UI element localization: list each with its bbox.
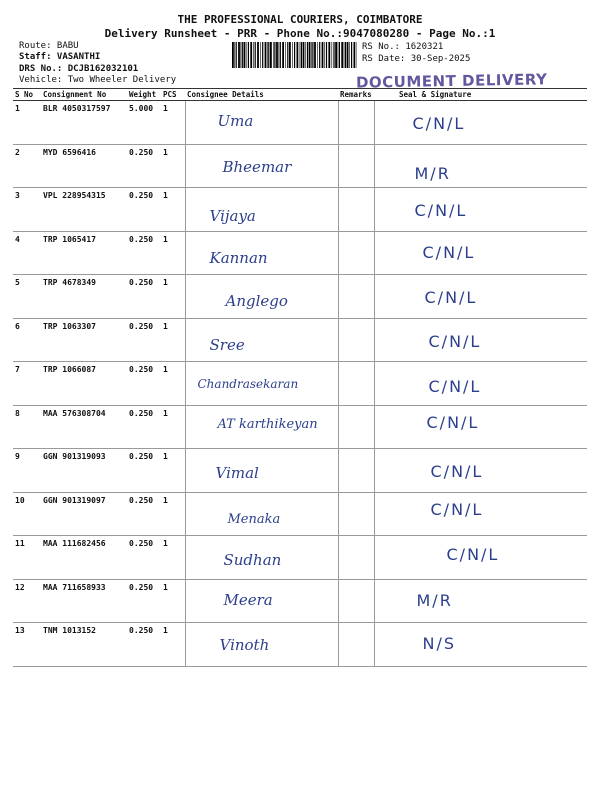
row-remarks [338, 362, 374, 406]
row-consignee-cell [185, 101, 338, 145]
row-remarks [338, 275, 374, 319]
row-sno: 13 [13, 623, 41, 667]
handwritten-name: Menaka [227, 511, 281, 527]
row-seal-cell [374, 623, 587, 667]
row-sno: 12 [13, 579, 41, 623]
table-row [13, 275, 587, 319]
staff-label: Staff: VASANTHI [19, 52, 101, 62]
row-consignment: TRP 1063307 [41, 318, 127, 362]
handwritten-signature: C/N/L [426, 412, 480, 432]
row-seal-cell [374, 536, 587, 580]
row-pcs: 1 [161, 492, 185, 536]
row-consignment: MAA 711658933 [41, 579, 127, 623]
row-pcs: 1 [161, 623, 185, 667]
row-remarks [338, 536, 374, 580]
row-consignment: TNM 1013152 [41, 623, 127, 667]
handwritten-name: Vinoth [219, 636, 270, 654]
route-label: Route: BABU [19, 41, 79, 51]
runsheet-table [13, 88, 587, 667]
drs-label: DRS No.: DCJB162032101 [19, 64, 139, 74]
row-consignee-cell [185, 536, 338, 580]
table-row [13, 449, 587, 493]
table-row [13, 144, 587, 188]
row-weight: 0.250 [127, 188, 161, 232]
row-consignee-cell [185, 405, 338, 449]
row-consignee-cell [185, 362, 338, 406]
row-consignee-cell [185, 579, 338, 623]
handwritten-signature: N/S [422, 634, 457, 653]
table-row [13, 231, 587, 275]
row-consignment: MAA 576308704 [41, 405, 127, 449]
runsheet-title: Delivery Runsheet - PRR - Phone No.:9047080280 - Page No.:1 [104, 27, 496, 40]
document-delivery-stamp: DOCUMENT DELIVERY [355, 70, 548, 92]
handwritten-signature: C/N/L [446, 545, 500, 564]
table-row [13, 579, 587, 623]
table-row [13, 536, 587, 580]
row-sno: 1 [13, 101, 41, 145]
col-pcs: PCS [161, 89, 185, 101]
col-consignee: Consignee Details [185, 89, 338, 101]
row-sno: 7 [13, 362, 41, 406]
row-pcs: 1 [161, 449, 185, 493]
row-weight: 0.250 [127, 231, 161, 275]
handwritten-name: Vimal [215, 464, 259, 482]
row-consignment: TRP 1065417 [41, 231, 127, 275]
handwritten-name: Chandrasekaran [197, 377, 299, 391]
row-weight: 0.250 [127, 318, 161, 362]
row-pcs: 1 [161, 362, 185, 406]
row-consignee-cell [185, 318, 338, 362]
row-seal-cell [374, 492, 587, 536]
col-consignment: Consignment No [41, 89, 127, 101]
handwritten-signature: C/N/L [414, 201, 468, 220]
row-weight: 0.250 [127, 362, 161, 406]
row-consignee-cell [185, 623, 338, 667]
col-remarks: Remarks [338, 89, 374, 101]
row-remarks [338, 188, 374, 232]
handwritten-signature: M/R [416, 590, 453, 610]
row-pcs: 1 [161, 101, 185, 145]
row-seal-cell [374, 275, 587, 319]
row-seal-cell [374, 318, 587, 362]
row-pcs: 1 [161, 188, 185, 232]
row-weight: 0.250 [127, 275, 161, 319]
handwritten-name: Vijaya [209, 207, 256, 225]
row-consignee-cell [185, 449, 338, 493]
col-weight: Weight [127, 89, 161, 101]
row-seal-cell [374, 188, 587, 232]
row-sno: 2 [13, 144, 41, 188]
row-consignee-cell [185, 188, 338, 232]
row-sno: 6 [13, 318, 41, 362]
row-sno: 10 [13, 492, 41, 536]
row-pcs: 1 [161, 275, 185, 319]
table-row [13, 318, 587, 362]
row-remarks [338, 449, 374, 493]
row-pcs: 1 [161, 536, 185, 580]
handwritten-name: Bheemar [222, 157, 292, 176]
row-seal-cell [374, 579, 587, 623]
handwritten-name: Uma [217, 112, 254, 130]
row-consignee-cell [185, 492, 338, 536]
handwritten-name: Sree [209, 335, 245, 354]
rs-date: RS Date: 30-Sep-2025 [362, 54, 471, 64]
table-row [13, 362, 587, 406]
handwritten-signature: C/N/L [430, 499, 484, 519]
handwritten-signature: C/N/L [428, 331, 482, 351]
row-pcs: 1 [161, 405, 185, 449]
row-seal-cell [374, 449, 587, 493]
row-consignment: VPL 228954315 [41, 188, 127, 232]
row-remarks [338, 231, 374, 275]
handwritten-name: AT karthikeyan [217, 416, 318, 432]
row-remarks [338, 623, 374, 667]
handwritten-signature: C/N/L [428, 377, 482, 396]
table-header-row [13, 89, 587, 101]
handwritten-name: Anglego [225, 292, 288, 310]
col-seal-signature: Seal & Signature [374, 89, 587, 101]
row-consignment: MYD 6596416 [41, 144, 127, 188]
table-row [13, 405, 587, 449]
row-seal-cell [374, 231, 587, 275]
row-seal-cell [374, 362, 587, 406]
rs-number: RS No.: 1620321 [362, 42, 444, 52]
row-pcs: 1 [161, 318, 185, 362]
row-consignment: MAA 111682456 [41, 536, 127, 580]
row-sno: 5 [13, 275, 41, 319]
table-row [13, 101, 587, 145]
row-consignment: TRP 1066087 [41, 362, 127, 406]
col-sno: S No [13, 89, 41, 101]
row-pcs: 1 [161, 144, 185, 188]
row-consignment: GGN 901319093 [41, 449, 127, 493]
row-consignee-cell [185, 275, 338, 319]
handwritten-signature: C/N/L [430, 462, 484, 481]
row-weight: 0.250 [127, 144, 161, 188]
row-weight: 0.250 [127, 492, 161, 536]
handwritten-signature: M/R [414, 163, 451, 183]
row-consignment: BLR 4050317597 [41, 101, 127, 145]
row-weight: 5.000 [127, 101, 161, 145]
row-remarks [338, 405, 374, 449]
row-remarks [338, 579, 374, 623]
row-consignment: TRP 4678349 [41, 275, 127, 319]
row-remarks [338, 144, 374, 188]
row-consignee-cell [185, 231, 338, 275]
handwritten-name: Kannan [209, 248, 268, 267]
row-weight: 0.250 [127, 623, 161, 667]
handwritten-signature: C/N/L [422, 242, 476, 262]
row-sno: 3 [13, 188, 41, 232]
row-remarks [338, 101, 374, 145]
row-weight: 0.250 [127, 405, 161, 449]
row-pcs: 1 [161, 579, 185, 623]
handwritten-signature: C/N/L [412, 114, 466, 133]
table-row [13, 492, 587, 536]
row-remarks [338, 318, 374, 362]
row-consignee-cell [185, 144, 338, 188]
row-sno: 11 [13, 536, 41, 580]
row-seal-cell [374, 144, 587, 188]
table-row [13, 623, 587, 667]
handwritten-name: Sudhan [223, 551, 282, 569]
row-weight: 0.250 [127, 579, 161, 623]
barcode [232, 42, 357, 68]
row-remarks [338, 492, 374, 536]
handwritten-name: Meera [223, 590, 273, 609]
row-consignment: GGN 901319097 [41, 492, 127, 536]
row-weight: 0.250 [127, 536, 161, 580]
table-row [13, 188, 587, 232]
row-seal-cell [374, 101, 587, 145]
vehicle-label: Vehicle: Two Wheeler Delivery [19, 75, 177, 85]
company-title: THE PROFESSIONAL COURIERS, COIMBATORE [177, 13, 423, 26]
row-seal-cell [374, 405, 587, 449]
row-pcs: 1 [161, 231, 185, 275]
row-sno: 4 [13, 231, 41, 275]
row-sno: 8 [13, 405, 41, 449]
handwritten-signature: C/N/L [424, 288, 478, 307]
row-weight: 0.250 [127, 449, 161, 493]
row-sno: 9 [13, 449, 41, 493]
